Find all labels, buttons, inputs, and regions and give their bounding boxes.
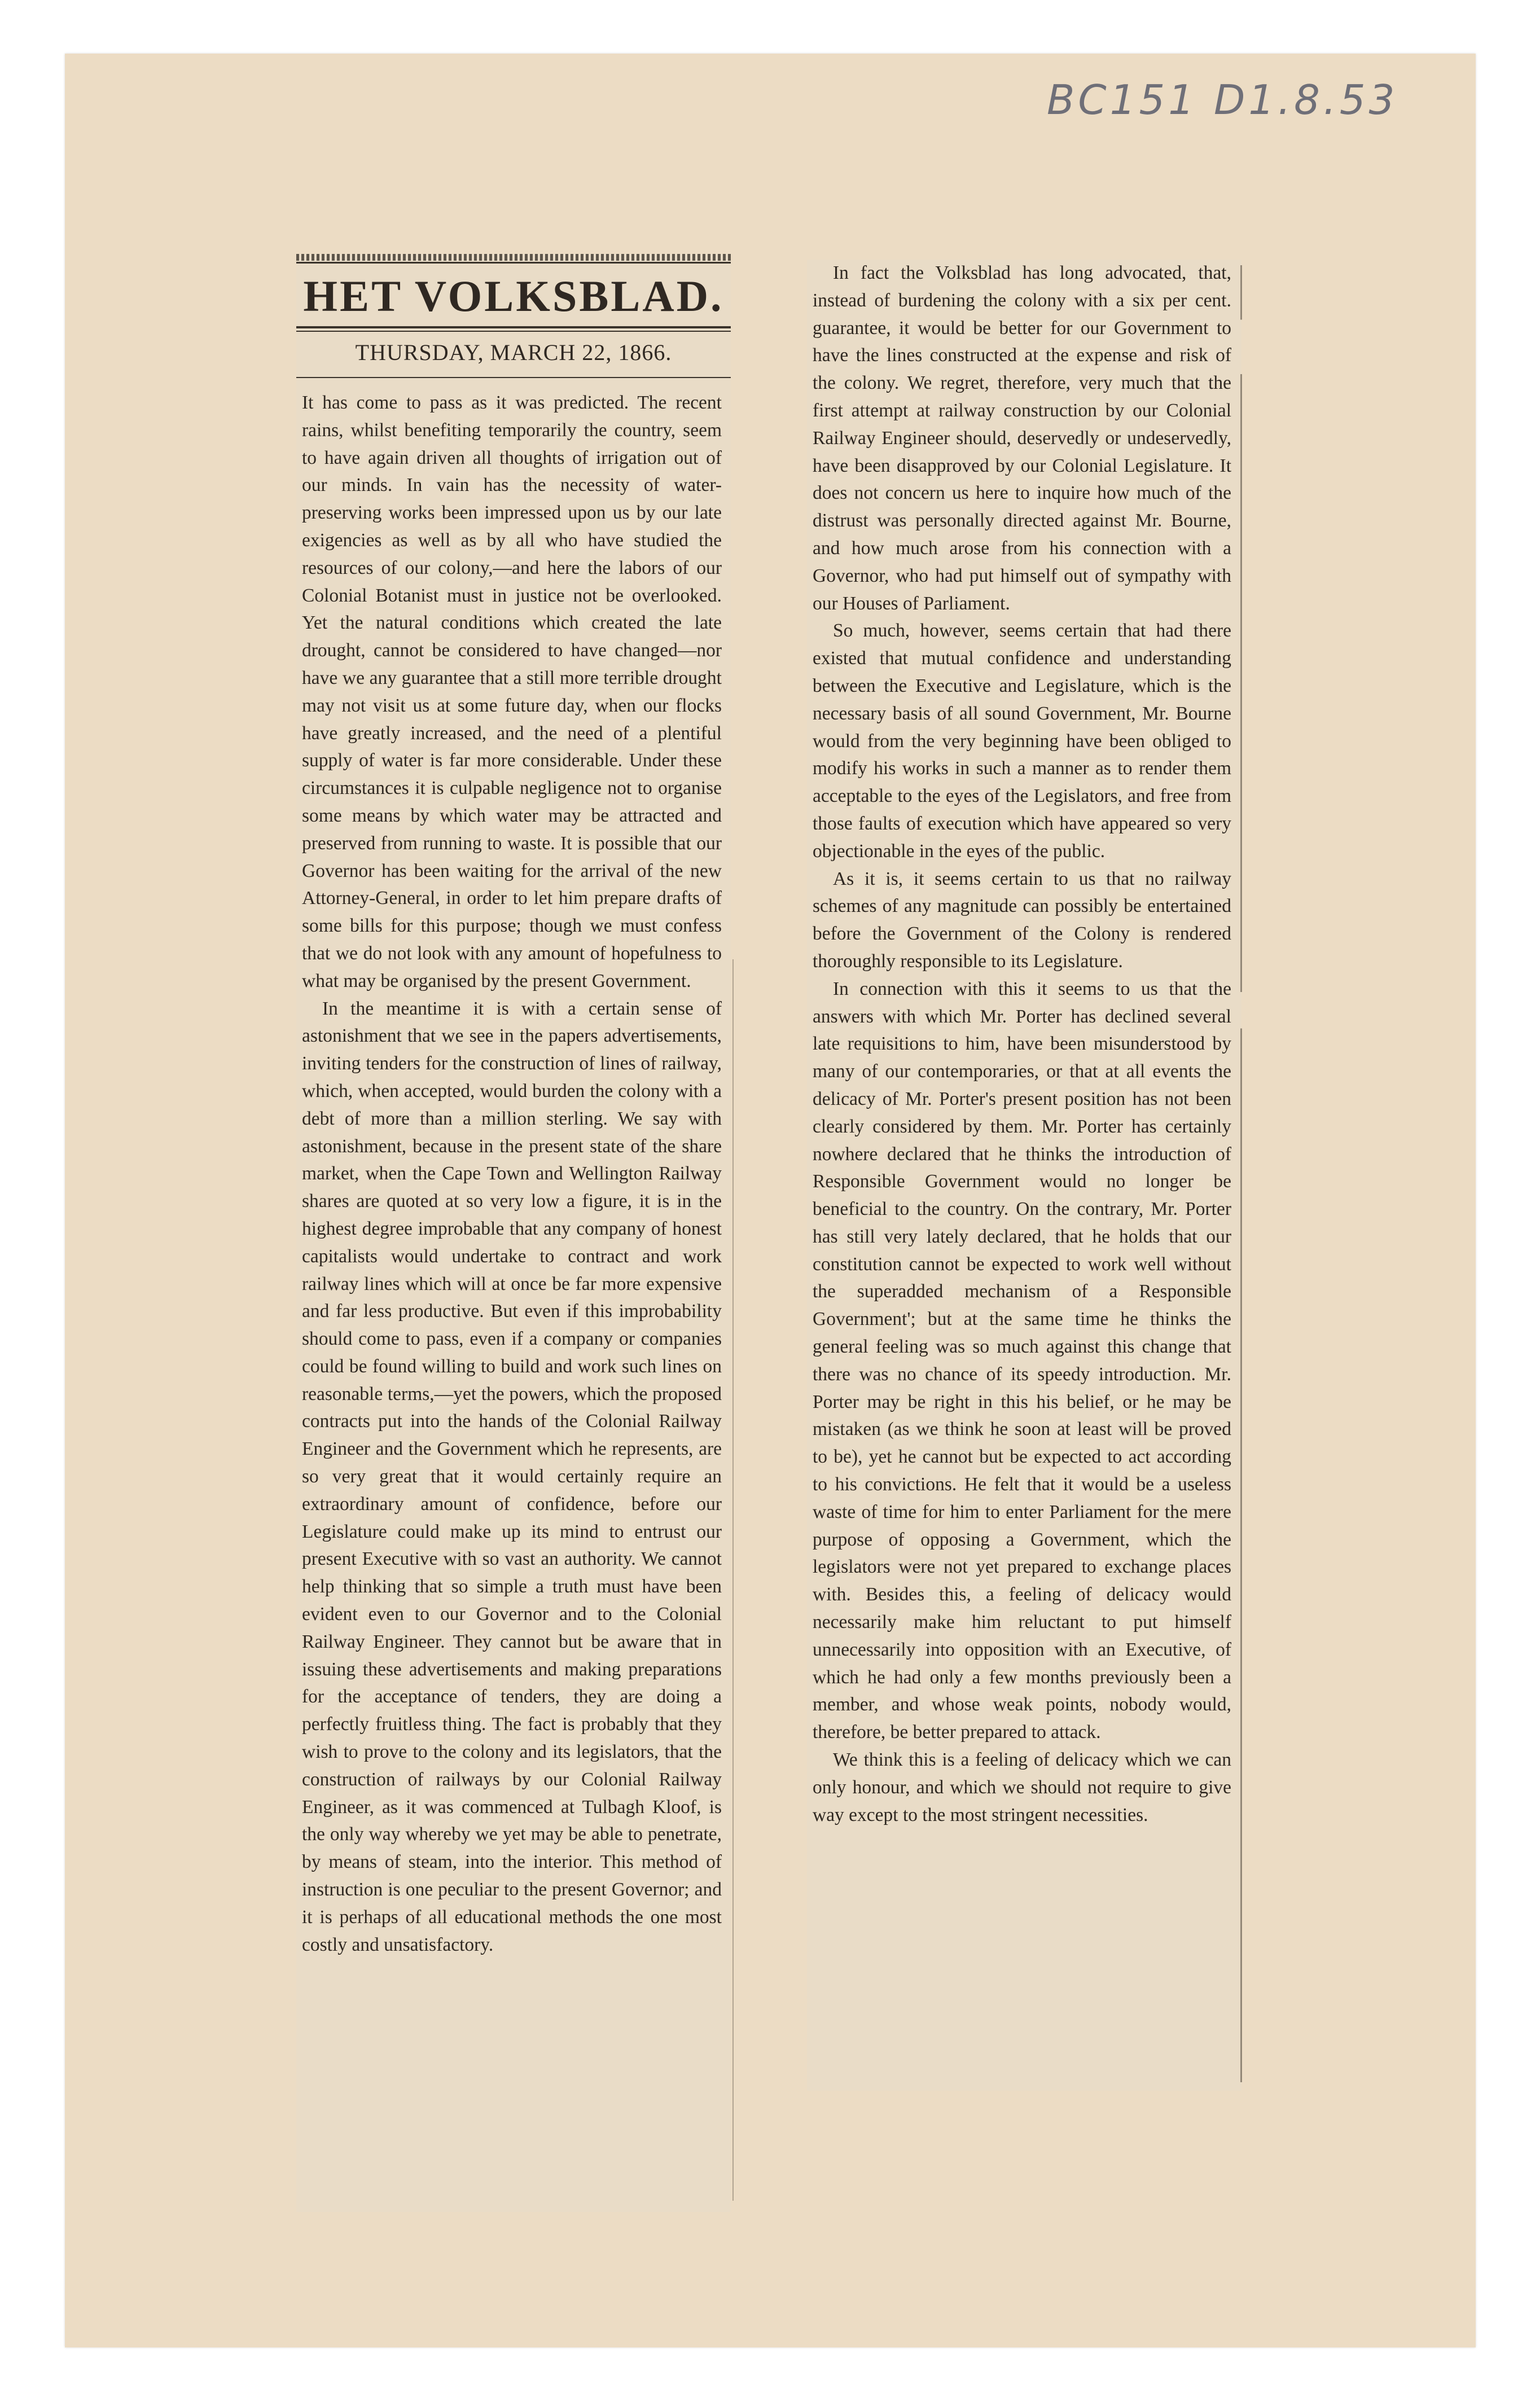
article-paragraph: In fact the Volksblad has long advocated, that, instead of burdening the colony with a six per cent. guarantee, it would be better for our Government to have the lines constructed at the expense and risk of the colony. We regret, therefore, very much that the first attempt at railway construction by our Colonial Railway Engineer should, deservedly or undeservedly, have been disapproved by our Colonial Legislature. It does not concern us here to inquire how much of the distrust was personally directed against Mr. Bourne, and how much arose from his connection with a Governor, who had put himself out of sympathy with our Houses of Parliament. <box>813 262 1231 614</box>
dateline-rule <box>296 377 731 378</box>
dateline: THURSDAY, MARCH 22, 1866. <box>355 340 672 365</box>
article-paragraph: In the meantime it is with a certain sense of astonishment that we see in the papers advertisements, inviting tenders for the construction of lines of railway, which, when accepted, would burden the colony with a debt of more than a million sterling. We say with astonishment, because in the present state of the share market, when the Cape Town and Wellington Railway shares are quoted at so very low a figure, it is in the highest degree improbable that any company of honest capitalists would undertake to contract and work railway lines which will at once be far more expensive and far less productive. But even if this improbability should come to pass, even if a company or companies could be found willing to build and work such lines on reasonable terms,—yet the powers, which the proposed contracts put into the hands of the Colonial Railway Engineer and the Government which he represents, are so very great that it would certainly require an extraordinary amount of confidence, before our Legislature could make up its mind to entrust our present Executive with so vast an authority. We cannot help thinking that so simple a truth must have been evident even to our Governor and to the Colonial Railway Engineer. They cannot but be aware that in issuing these advertisements and making preparations for the acceptance of tenders, they are doing a perfectly fruitless thing. The fact is probably that they wish to prove to the colony and its legislators, that the construction of railways by our Colonial Railway Engineer, as it was commenced at Tulbagh Kloof, is the only way whereby we yet may be able to penetrate, by means of steam, into the interior. This method of instruction is one peculiar to the present Governor; and it is perhaps of all educational methods the one most costly and unsatisfactory. <box>302 998 722 1955</box>
article-paragraph: It has come to pass as it was predicted. The recent rains, whilst benefiting temporarily the country, seem to have again driven all thoughts of irrigation out of our minds. In vain has the necessity of water-preserving works been impressed upon us by our late exigencies as well as by all who have studied the resources of our colony,—and here the labors of our Colonial Botanist must in justice not be overlooked. Yet the natural conditions which created the late drought, cannot be considered to have changed—nor have we any guarantee that a still more terrible drought may not visit us at some future day, when our flocks have greatly increased, and the need of a plentiful supply of water is far more considerable. Under these circumstances it is culpable negligence not to organise some means by which water may be attracted and preserved from running to waste. It is possible that our Governor has been waiting for the arrival of the new Attorney-General, in order to let him prepare drafts of some bills for this purpose; though we must confess that we do not look with any amount of hopefulness to what may be organised by the present Government. <box>302 392 722 991</box>
masthead-double-rule-thin <box>296 331 731 332</box>
masthead-double-rule <box>296 326 731 328</box>
article-paragraph: In connection with this it seems to us that the answers with which Mr. Porter has declined several late requisitions to him, have been misunderstood by many of our contemporaries, or that at all events the delicacy of Mr. Porter's present position has not been clearly considered by them. Mr. Porter has certainly nowhere declared that he thinks the introduction of Responsible Government would no longer be beneficial to the country. On the contrary, Mr. Porter has still very lately declared, that he holds that our constitution cannot be expected to work well without the superadded mechanism of a Responsible Government'; but at the same time he thinks the general feeling was so much against this change that there was no chance of its speedy introduction. Mr. Porter may be right in this his belief, or he may be mistaken (as we think he soon at least will be proved to be), yet he cannot but be expected to act according to his convictions. He felt that it would be a useless waste of time for him to enter Parliament for the mere purpose of opposing a Government, which the legislators were not yet prepared to exchange places with. Besides this, a feeling of delicacy would necessarily make him reluctant to put himself unnecessarily into opposition with an Executive, of which he had only a few months previously been a member, and whose weak points, nobody would, therefore, be better prepared to attack. <box>813 978 1231 1743</box>
clipping-left-column <box>296 254 731 2212</box>
clipping-right-column <box>807 260 1241 2091</box>
newspaper-title: HET VOLKSBLAD. <box>303 271 724 321</box>
masthead <box>296 254 731 389</box>
article-paragraph: So much, however, seems certain that had there existed that mutual confidence and understanding between the Executive and Legislature, which is the necessary basis of all sound Government, Mr. Bourne would from the very beginning have been obliged to modify his works in such a manner as to render them acceptable to the eyes of the Legislators, and free from those faults of execution which have appeared so very objectionable in the eyes of the public. <box>813 620 1231 862</box>
article-paragraph: As it is, it seems certain to us that no railway schemes of any magnitude can possibly be entertained before the Government of the Colony is rendered thoroughly responsible to its Legislature. <box>813 868 1231 972</box>
column-rule-right <box>1240 265 1242 2082</box>
column-rule-left <box>732 959 734 2201</box>
masthead-top-rule <box>296 262 731 264</box>
archive-reference: BC151 D1.8.53 <box>1047 76 1398 124</box>
masthead-ornament-rule <box>296 254 731 261</box>
article-paragraph: We think this is a feeling of delicacy which we can only honour, and which we should not require to give way except to the most stringent necessities. <box>813 1749 1231 1825</box>
paper-sheet <box>65 54 1476 2347</box>
